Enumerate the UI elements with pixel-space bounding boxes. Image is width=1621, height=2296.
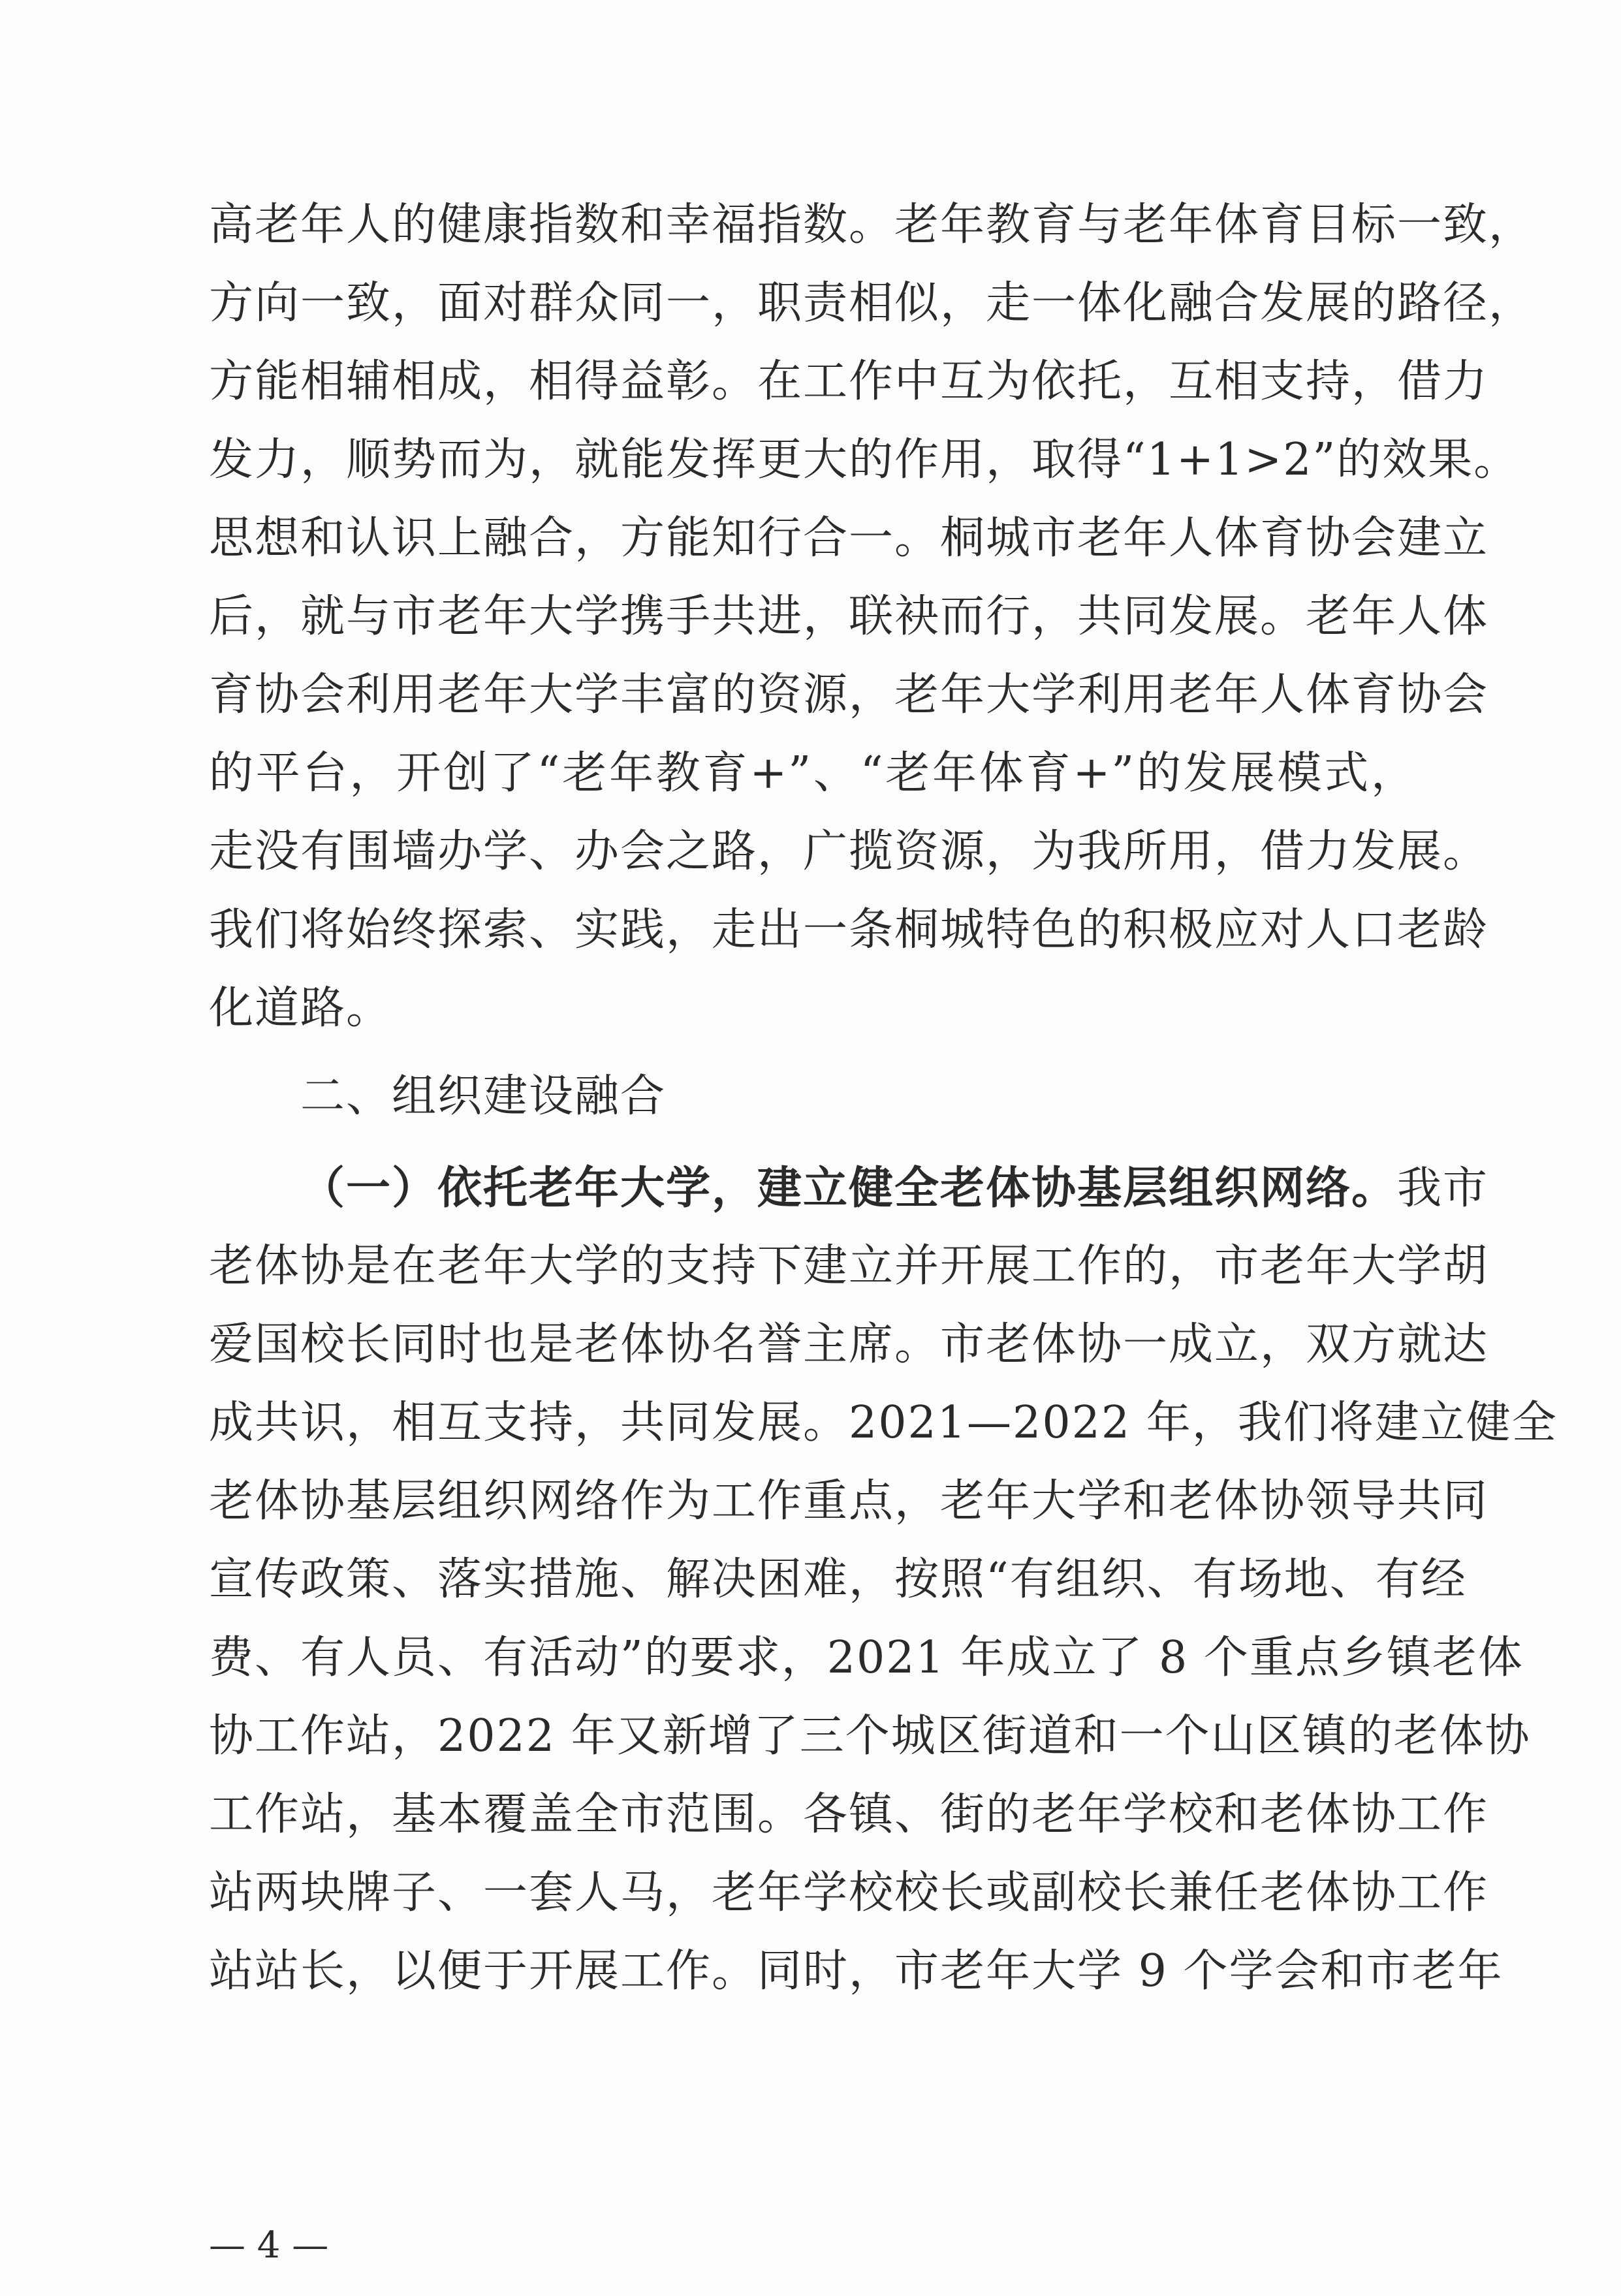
text-line: 费、有人员、有活动”的要求，2021 年成立了 8 个重点乡镇老体 [209,1632,1524,1684]
text-line: 爱国校长同时也是老体协名誉主席。市老体协一成立，双方就达 [209,1319,1489,1370]
text-line: 思想和认识上融合，方能知行合一。桐城市老年人体育协会建立 [209,512,1489,564]
text-line: 育协会利用老年大学丰富的资源，老年大学利用老年人体育协会 [209,669,1489,721]
section-heading: 二、组织建设融合 [300,1071,667,1122]
text-line: 方能相辅相成，相得益彰。在工作中互为依托，互相支持，借力 [209,356,1489,407]
text-line: 后，就与市老年大学携手共进，联袂而行，共同发展。老年人体 [209,591,1489,642]
text-line: 成共识，相互支持，共同发展。2021—2022 年，我们将建立健全 [209,1397,1558,1449]
text-line: 站两块牌子、一套人马，老年学校校长或副校长兼任老体协工作 [209,1867,1489,1919]
text-line: 的平台，开创了“老年教育+”、“老年体育+”的发展模式， [209,747,1417,799]
text-line: 我们将始终探索、实践，走出一条桐城特色的积极应对人口老龄 [209,904,1489,956]
page-number: — 4 — [209,2224,329,2267]
text-line: 老体协是在老年大学的支持下建立并开展工作的，市老年大学胡 [209,1240,1489,1292]
text-line: 走没有围墙办学、办会之路，广揽资源，为我所用，借力发展。 [209,826,1489,877]
text-line: 宣传政策、落实措施、解决困难，按照“有组织、有场地、有经 [209,1554,1467,1605]
text-line: 高老年人的健康指数和幸福指数。老年教育与老年体育目标一致， [209,199,1535,251]
text-line: 老体协基层组织网络作为工作重点，老年大学和老体协领导共同 [209,1475,1489,1527]
text-line: 工作站，基本覆盖全市范围。各镇、街的老年学校和老体协工作 [209,1789,1489,1840]
text-run: 我市 [1397,1163,1489,1214]
text-line: 协工作站，2022 年又新增了三个城区街道和一个山区镇的老体协 [209,1710,1531,1762]
text-line: 化道路。 [209,983,392,1034]
text-line: 发力，顺势而为，就能发挥更大的作用，取得“1+1>2”的效果。 [209,434,1520,486]
subsection-heading: （一）依托老年大学，建立健全老体协基层组织网络。 [300,1162,1398,1214]
text-line: 方向一致，面对群众同一，职责相似，走一体化融合发展的路径， [209,277,1535,329]
text-line: 站站长，以便于开展工作。同时，市老年大学 9 个学会和市老年 [209,1945,1503,1997]
subsection-line [300,1149,1489,1227]
